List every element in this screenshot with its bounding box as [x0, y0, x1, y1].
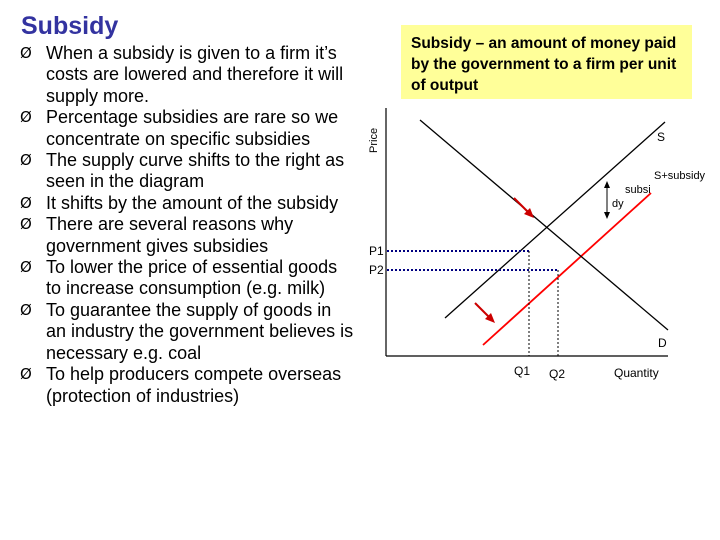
- bullet-text: It shifts by the amount of the subsidy: [46, 192, 339, 213]
- bullet-arrow-icon: Ø: [20, 44, 32, 62]
- supply-subsidy-label: S+subsidy: [654, 170, 706, 182]
- supply-label: S: [657, 130, 666, 144]
- bullet-arrow-icon: Ø: [20, 365, 32, 384]
- demand-label: D: [658, 336, 667, 350]
- bullet-arrow-icon: Ø: [20, 215, 32, 234]
- p2-label: P2: [369, 263, 384, 277]
- definition-term: Subsidy: [411, 35, 472, 52]
- bullet-arrow-icon: Ø: [20, 300, 32, 319]
- subsidy-arrow-up-icon: [604, 181, 610, 188]
- slide-title: Subsidy: [21, 12, 119, 40]
- p1-label: P1: [369, 244, 384, 258]
- supply-curve: [445, 122, 665, 318]
- bullet-text: When a subsidy is given to a firm it’s costs are lowered and therefore it will supply more.: [46, 43, 344, 106]
- bullet-arrow-icon: Ø: [20, 193, 32, 212]
- bullet-text: There are several reasons why government gives subsidies: [46, 214, 294, 256]
- bullet-arrow-icon: Ø: [20, 151, 32, 170]
- bullet-text: To guarantee the supply of goods in an industry the government believes is necessary e.g. coal: [46, 299, 354, 363]
- q1-label: Q1: [514, 364, 531, 378]
- bullet-arrow-icon: Ø: [20, 258, 32, 277]
- y-axis-label: Price: [368, 127, 380, 153]
- definition-body: – an amount of money paid by the government to a firm per unit of output: [411, 35, 677, 94]
- subsidy-arrow-down-icon: [604, 212, 610, 219]
- x-axis-label: Quantity: [614, 366, 659, 380]
- bullet-text: To help producers compete overseas (protection of industries): [46, 364, 342, 406]
- q2-label: Q2: [549, 367, 566, 381]
- bullet-arrow-icon: Ø: [20, 108, 32, 127]
- subsidy-label-part1: subsi: [625, 184, 651, 196]
- demand-curve: [420, 120, 668, 330]
- bullet-text: The supply curve shifts to the right as seen in the diagram: [46, 150, 345, 192]
- bullet-text: To lower the price of essential goods to increase consumption (e.g. milk): [46, 257, 338, 299]
- bullet-text: Percentage subsidies are rare so we concentrate on specific subsidies: [46, 107, 339, 149]
- subsidy-label-part2: dy: [612, 198, 624, 210]
